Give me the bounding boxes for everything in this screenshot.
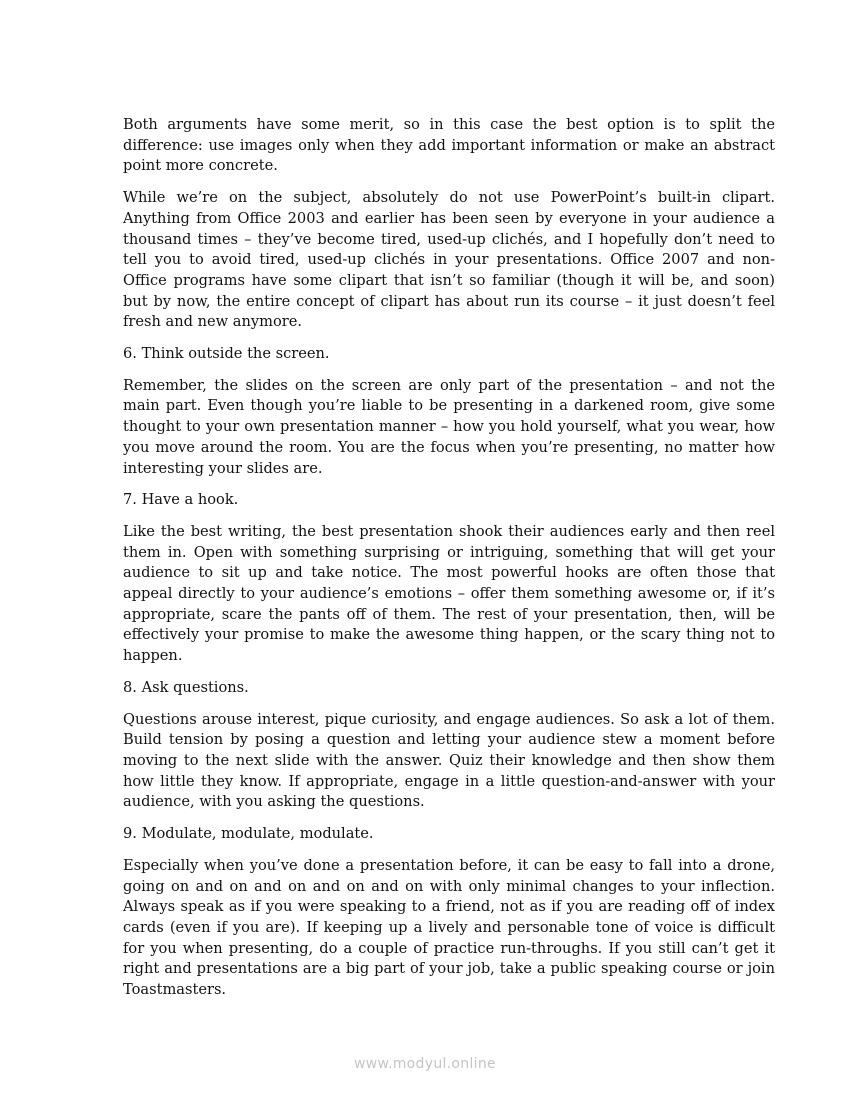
paragraph-split-the-difference: Both arguments have some merit, so in this case the best option is to split the difference: use images only when they add important information or make an abstract point more concrete. [123, 116, 775, 175]
paragraph-presentation-manner: Remember, the slides on the screen are only part of the presentation – and not the main part. Even though you’re liable to be presenting in a darkened room, give some thought to your own presentation manner – how you hold yourself, what you wear, how you move around the room. You are the focus when you’re presenting, no matter how interesting your slides are. [123, 376, 775, 477]
paragraph-clipart: While we’re on the subject, absolutely do not use PowerPoint’s built-in clipart. Anything from Office 2003 and earlier has been seen by everyone in your audience a thousand times – they’ve become tired, used-up clichés, and I hopefully don’t need to tell you to avoid tired, used-up clichés in your presentations. Office 2007 and non-Office programs have some clipart that isn’t so familiar (though it will be, and soon) but by now, the entire concept of clipart has about run its course – it just doesn’t feel fresh and new anymore. [123, 189, 775, 331]
heading-think-outside-screen: 6. Think outside the screen. [123, 345, 330, 363]
heading-ask-questions: 8. Ask questions. [123, 678, 249, 696]
paragraph-questions: Questions arouse interest, pique curiosity, and engage audiences. So ask a lot of them. Build tension by posing a question and letting your audience stew a moment before moving to the next slide with the answer. Quiz their knowledge and then show them how little they know. If appropriate, engage in a little question-and-answer with your audience, with you asking the questions. [123, 710, 775, 811]
heading-modulate: 9. Modulate, modulate, modulate. [123, 825, 374, 843]
paragraph-hook: Like the best writing, the best presentation shook their audiences early and then reel them in. Open with something surprising or intriguing, something that will get your audience to sit up and take notice. The most powerful hooks are often those that appeal directly to your audience’s emotions – offer them something awesome or, if it’s appropriate, scare the pants off of them. The rest of your presentation, then, will be effectively your promise to make the awesome thing happen, or the scary thing not to happen. [123, 522, 775, 665]
heading-have-a-hook: 7. Have a hook. [123, 491, 239, 509]
document-body [123, 115, 775, 1012]
footer-watermark: www.modyul.online [354, 1056, 496, 1072]
paragraph-modulate: Especially when you’ve done a presentation before, it can be easy to fall into a drone, going on and on and on and on and on with only minimal changes to your inflection. Always speak as if you were speaking to a friend, not as if you are reading off of index cards (even if you are). If keeping up a lively and personable tone of voice is difficult for you when presenting, do a couple of practice run-throughs. If you still can’t get it right and presentations are a big part of your job, take a public speaking course or join Toastmasters. [123, 856, 775, 999]
